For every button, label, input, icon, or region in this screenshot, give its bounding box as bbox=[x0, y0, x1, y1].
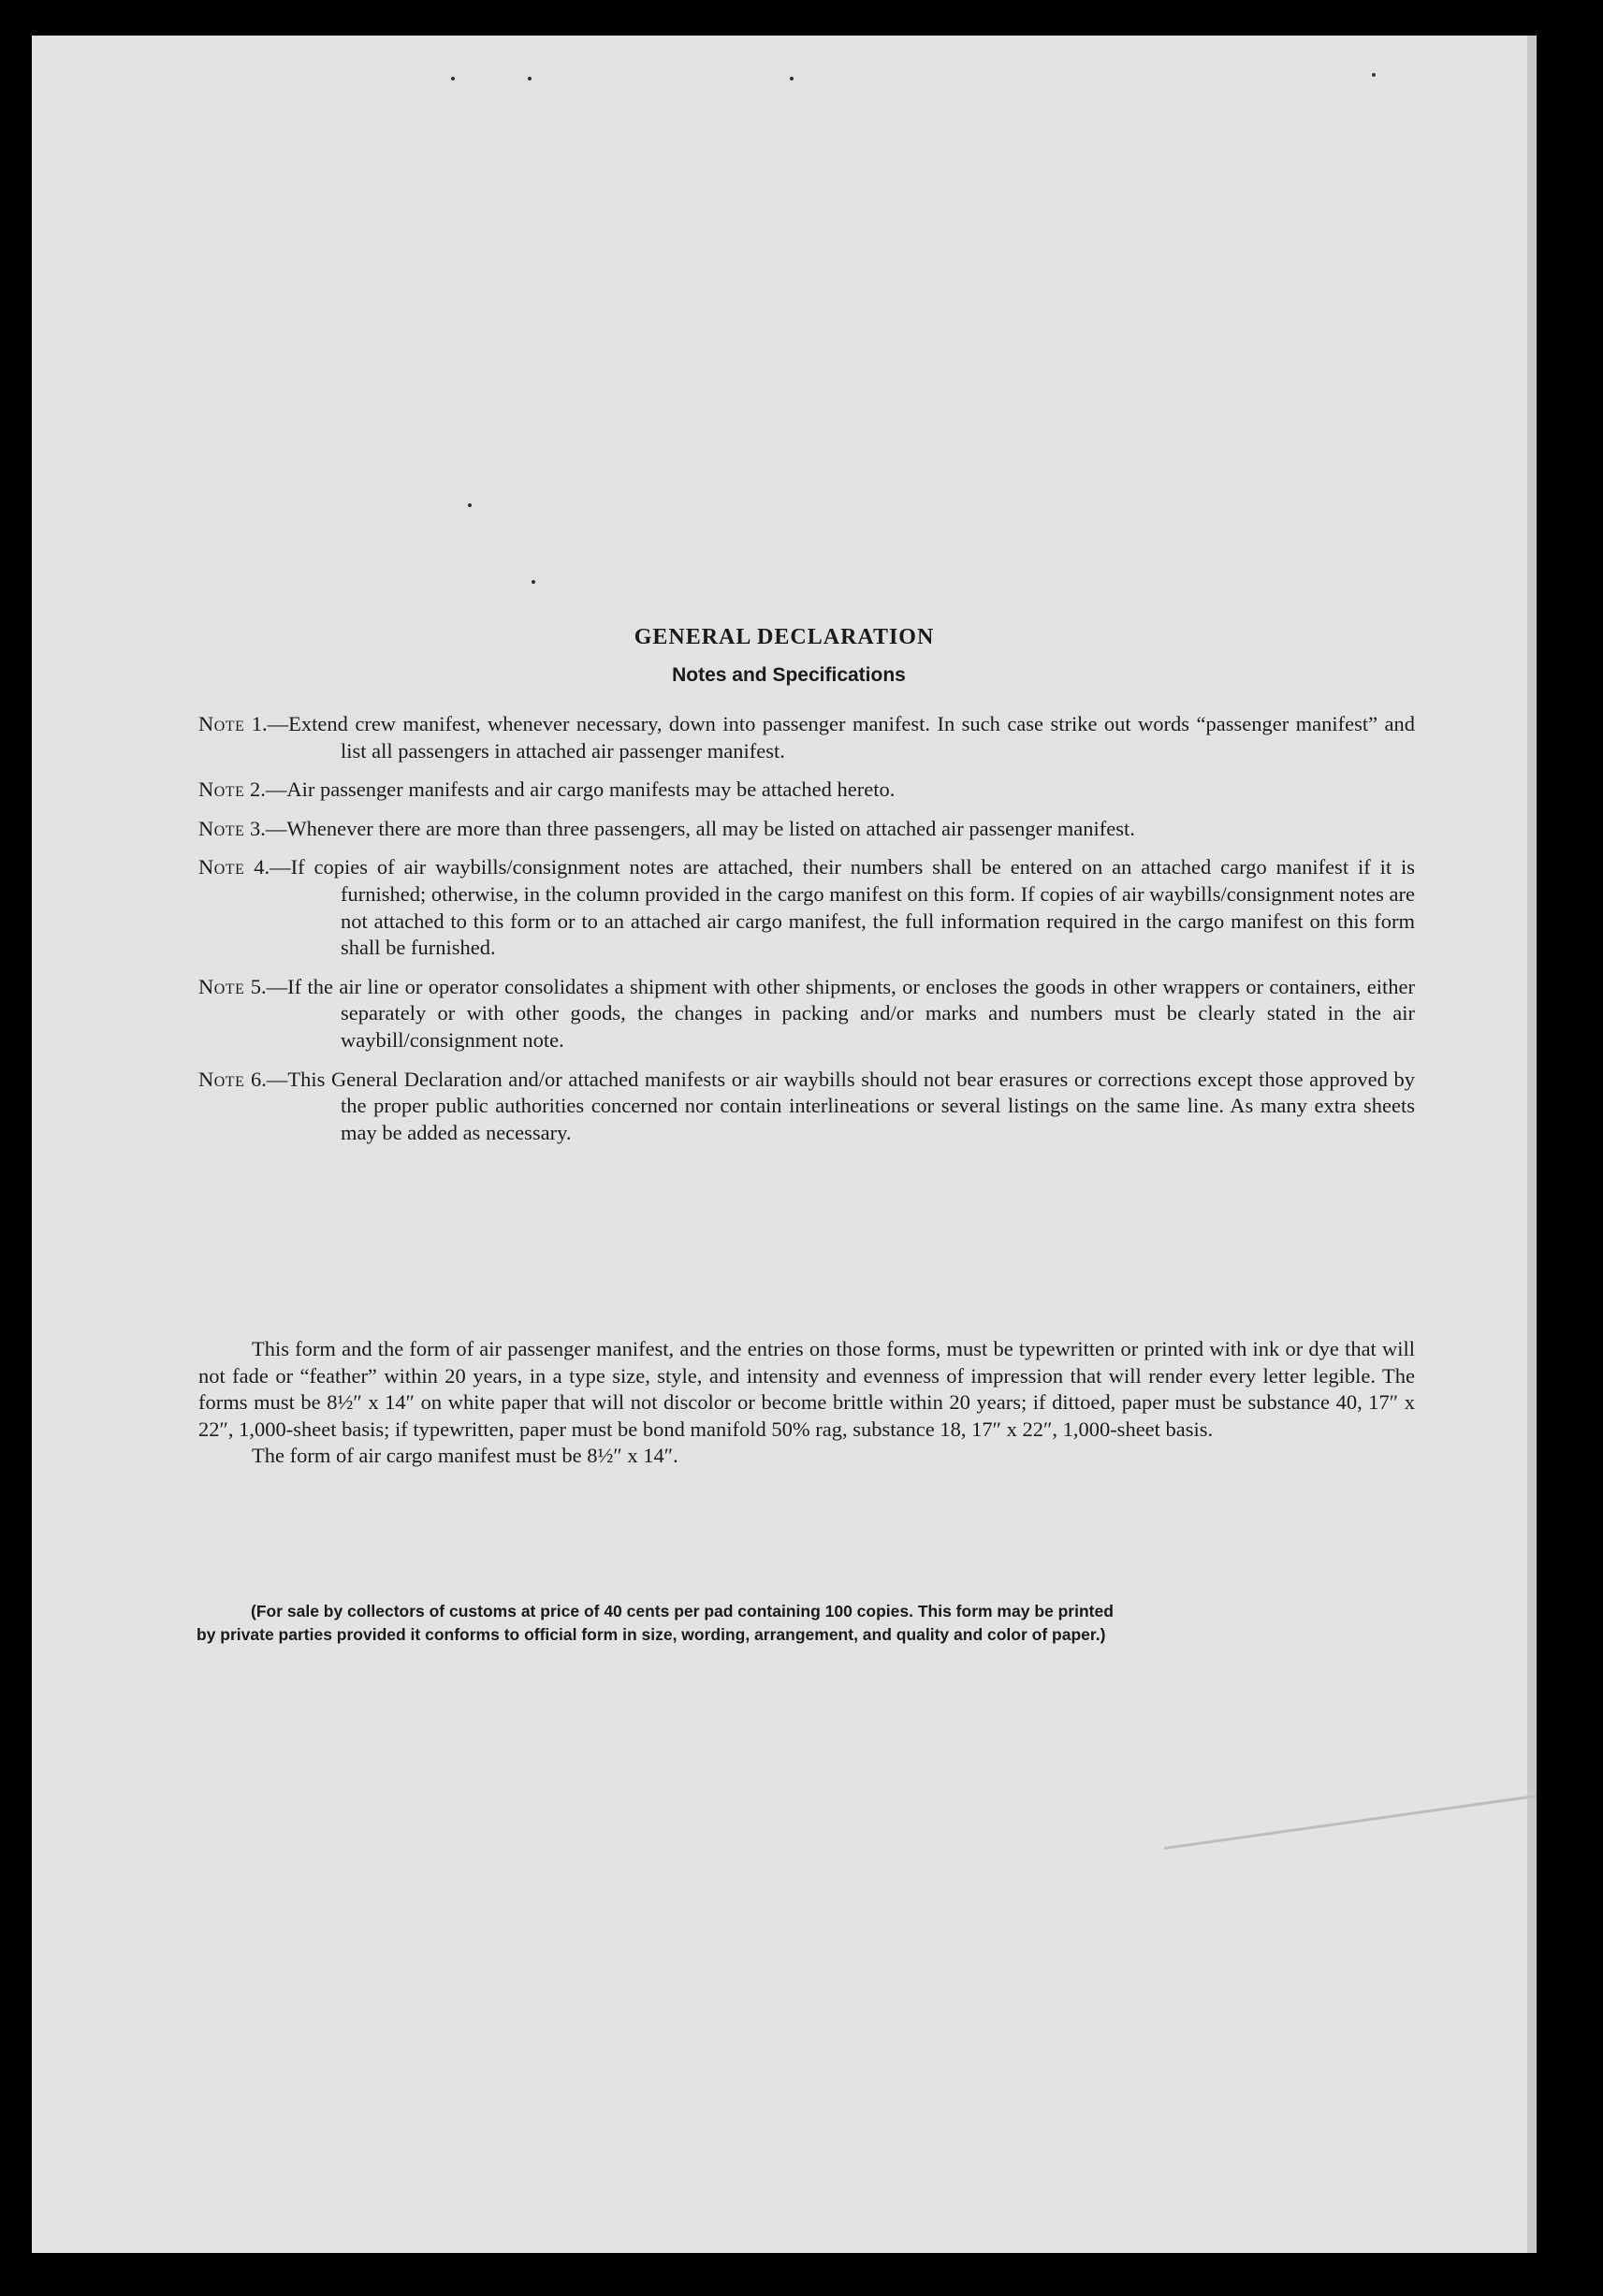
sale-notice-line-1: (For sale by collectors of customs at price of 40 cents per pad containing 100 copies. This form may be printed bbox=[251, 1602, 1114, 1620]
note-text: This General Declaration and/or attached manifests or air waybills should not bear erasures or corrections except those approved by the proper public authorities concerned nor contain interlineations or several listings on the same line. As many extra sheets may be added as necessary. bbox=[287, 1067, 1416, 1144]
note-1 bbox=[198, 711, 1415, 764]
ink-speck bbox=[790, 77, 794, 80]
note-5 bbox=[198, 974, 1415, 1054]
form-specifications bbox=[198, 1336, 1415, 1470]
note-6 bbox=[198, 1067, 1415, 1147]
document-subtitle: Notes and Specifications bbox=[672, 664, 906, 686]
ink-speck bbox=[468, 503, 472, 507]
form-paragraph: This form and the form of air passenger manifest, and the entries on those forms, must be typewritten or printed with ink or dye that will not fade or “feather” within 20 years, in a type size, style, and intensity and evenness of impression that will render every letter legible. The forms must be 8½″ x 14″ on white paper that will not discolor or become brittle within 20 years; if dittoed, paper must be substance 40, 17″ x 22″, 1,000-sheet basis; if typewritten, paper must be bond manifold 50% rag, substance 18, 17″ x 22″, 1,000-sheet basis. bbox=[198, 1337, 1415, 1441]
note-text: If the air line or operator consolidates a shipment with other shipments, or encloses the goods in other wrappers or containers, either separately or with other goods, the changes in packing and/or marks and numbers must be clearly stated in the air waybill/consignment note. bbox=[287, 974, 1416, 1052]
note-text: Extend crew manifest, whenever necessary, down into passenger manifest. In such case strike out words “passenger manifest” and list all passengers in attached air passenger manifest. bbox=[288, 712, 1415, 763]
ink-speck bbox=[532, 580, 535, 584]
note-label: Note 5.— bbox=[198, 974, 288, 998]
note-label: Note 6.— bbox=[198, 1067, 288, 1091]
note-label: Note 4.— bbox=[198, 855, 291, 879]
ink-speck bbox=[1372, 73, 1376, 77]
document-page bbox=[32, 36, 1537, 2253]
page-edge-shadow bbox=[1527, 36, 1537, 2253]
note-text: Air passenger manifests and air cargo manifests may be attached hereto. bbox=[286, 777, 896, 802]
note-label: Note 2.— bbox=[198, 777, 287, 802]
sale-notice bbox=[197, 1600, 1419, 1647]
cargo-manifest-paragraph: The form of air cargo manifest must be 8½″ x 14″. bbox=[252, 1444, 678, 1468]
ink-speck bbox=[451, 77, 455, 80]
note-text: Whenever there are more than three passengers, all may be listed on attached air passenger manifest. bbox=[286, 816, 1135, 840]
scan-artifact-line bbox=[1164, 1787, 1537, 1850]
ink-speck bbox=[528, 77, 532, 80]
note-label: Note 3.— bbox=[198, 816, 287, 840]
sale-notice-line-2: by private parties provided it conforms to official form in size, wording, arrangement, and quality and color of paper.) bbox=[197, 1625, 1106, 1644]
document-title: GENERAL DECLARATION bbox=[634, 625, 935, 649]
note-3 bbox=[198, 816, 1415, 843]
notes-list bbox=[198, 711, 1415, 1158]
note-label: Note 1.— bbox=[198, 712, 289, 735]
note-text: If copies of air waybills/consignment notes are attached, their numbers shall be entered on an attached cargo manifest if it is furnished; otherwise, in the column provided in the cargo manifest on this form. If copies of air waybills/consignment notes are not attached to this form or to an attached air cargo manifest, the full information required in the cargo manifest on this form shall be furnished. bbox=[290, 855, 1415, 960]
note-2 bbox=[198, 777, 1415, 804]
note-4 bbox=[198, 854, 1415, 961]
